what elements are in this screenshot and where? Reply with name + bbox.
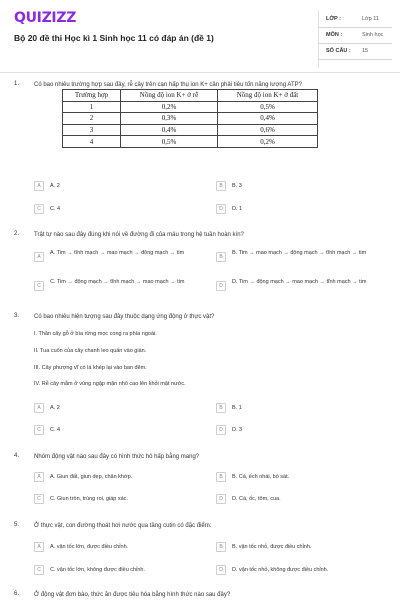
option-letter-box: B: [216, 403, 226, 413]
option-letter-box: D: [216, 204, 226, 214]
meta-row-count: [318, 44, 392, 60]
worksheet-header: [0, 0, 400, 66]
question-number: 3.: [14, 313, 20, 319]
option-text: C. Giun tròn, trùng roi, giáp xác.: [50, 496, 128, 502]
question-text: Nhóm động vật nào sau đây có hình thức hô hấp bằng mang?: [34, 454, 200, 460]
option-text: D. 3: [232, 427, 243, 433]
option-text: C. 4: [50, 206, 61, 212]
table-header-row: [63, 90, 318, 102]
meta-key: SỐ CÂU :: [326, 48, 351, 54]
meta-key: MÔN :: [326, 32, 343, 38]
table-cell: 0,6%: [218, 124, 318, 136]
table-cell: 0,4%: [218, 113, 318, 125]
option-letter-box: D: [216, 425, 226, 435]
question-text: Có bao nhiêu hiện tượng sau đây thuộc dạng ứng động ở thực vật?: [34, 314, 215, 320]
table-cell: 4: [63, 136, 121, 148]
table-header-cell: Trường hợp: [63, 90, 121, 102]
option-letter-box: C: [34, 565, 44, 575]
question-text: Ở động vật đơn bào, thức ăn được tiêu hóa bằng hình thức nào sau đây?: [34, 592, 231, 598]
option-letter-box: C: [34, 281, 44, 291]
option-letter-box: B: [216, 252, 226, 262]
table-row: [63, 124, 318, 136]
option-text: B. 3: [232, 183, 242, 189]
table-cell: 0,4%: [121, 124, 218, 136]
statement: II. Tua cuốn của cây chanh leo quấn vào giàn.: [34, 348, 147, 354]
option-text: A. 2: [50, 405, 60, 411]
table-cell: 1: [63, 101, 121, 113]
option-letter-box: A: [34, 542, 44, 552]
table-cell: 0,3%: [121, 113, 218, 125]
table-cell: 0,5%: [218, 101, 318, 113]
option-text: D. Tim → động mạch → mao mạch → tĩnh mạch → tim: [232, 279, 367, 285]
question-number: 1.: [14, 81, 20, 87]
option-text: A. Giun đất, giun dẹp, chân khớp.: [50, 474, 133, 480]
table-header-cell: Nồng độ ion K+ ở đất: [218, 90, 318, 102]
option-letter-box: B: [216, 542, 226, 552]
question-text: Có bao nhiêu trường hợp sau đây, rễ cây trên cạn hấp thụ ion K+ cần phải tiêu tốn năng lượng ATP?: [34, 82, 302, 88]
potassium-table: [62, 89, 318, 148]
option-text: A. 2: [50, 183, 60, 189]
option-text: C. vận tốc lớn, không được điều chỉnh.: [50, 567, 145, 573]
question-number: 6.: [14, 591, 20, 597]
option-letter-box: C: [34, 425, 44, 435]
option-letter-box: A: [34, 181, 44, 191]
statement: I. Thân cây gỗ ở bìa rừng mọc cong ra phía ngoài.: [34, 331, 157, 337]
option-text: D. vận tốc nhỏ, không được điều chỉnh.: [232, 567, 329, 573]
quizizz-logo: QUIZIZZ: [14, 10, 77, 26]
meta-value: Sinh học: [362, 32, 384, 38]
table-cell: 0,2%: [218, 136, 318, 148]
option-letter-box: A: [34, 472, 44, 482]
option-text: A. Tim → tĩnh mạch → mao mạch → động mạch → tim: [50, 250, 185, 256]
question-number: 5.: [14, 522, 20, 528]
table-cell: 3: [63, 124, 121, 136]
table-row: [63, 136, 318, 148]
meta-key: LỚP :: [326, 16, 341, 22]
meta-row-grade: [318, 12, 392, 28]
option-letter-box: D: [216, 565, 226, 575]
table-cell: 0,2%: [121, 101, 218, 113]
option-letter-box: C: [34, 204, 44, 214]
table-cell: 0,5%: [121, 136, 218, 148]
statement: III. Cây phượng vĩ có lá khép lại vào ban đêm.: [34, 365, 147, 371]
meta-row-subject: [318, 28, 392, 44]
option-letter-box: A: [34, 252, 44, 262]
option-text: B. 1: [232, 405, 242, 411]
option-text: D. 1: [232, 206, 243, 212]
question-number: 2.: [14, 231, 20, 237]
option-letter-box: B: [216, 181, 226, 191]
option-letter-box: D: [216, 281, 226, 291]
table-header-cell: Nồng độ ion K+ ở rễ: [121, 90, 218, 102]
option-text: B. vận tốc nhỏ, được điều chỉnh.: [232, 544, 312, 550]
statement: IV. Rễ cây mắm ở vùng ngập mặn nhô cao lên khỏi mặt nước.: [34, 381, 186, 387]
option-text: A. vận tốc lớn, được điều chỉnh.: [50, 544, 129, 550]
option-text: D. Cá, ốc, tôm, cua.: [232, 496, 281, 502]
option-text: C. Tim → động mạch → tĩnh mạch → mao mạch → tim: [50, 279, 185, 285]
option-letter-box: C: [34, 494, 44, 504]
option-letter-box: D: [216, 494, 226, 504]
option-text: C. 4: [50, 427, 61, 433]
table-row: [63, 101, 318, 113]
question-number: 4.: [14, 453, 20, 459]
option-letter-box: B: [216, 472, 226, 482]
meta-value: Lớp 11: [362, 16, 379, 22]
question-text: Trật tự nào sau đây đúng khi nói về đường đi của máu trong hệ tuần hoàn kín?: [34, 232, 244, 238]
header-divider: [0, 72, 400, 73]
page-title: Bộ 20 đề thi Học kì 1 Sinh học 11 có đáp án (đề 1): [14, 33, 214, 43]
question-text: Ở thực vật, con đường thoát hơi nước qua tầng cutin có đặc điểm:: [34, 523, 212, 529]
meta-value: 15: [362, 48, 369, 54]
option-text: B. Cá, ếch nhái, bò sát.: [232, 474, 290, 480]
option-text: B. Tim → mao mạch → động mạch → tĩnh mạch → tim: [232, 250, 367, 256]
table-row: [63, 113, 318, 125]
option-letter-box: A: [34, 403, 44, 413]
table-cell: 2: [63, 113, 121, 125]
meta-panel: [318, 12, 392, 60]
